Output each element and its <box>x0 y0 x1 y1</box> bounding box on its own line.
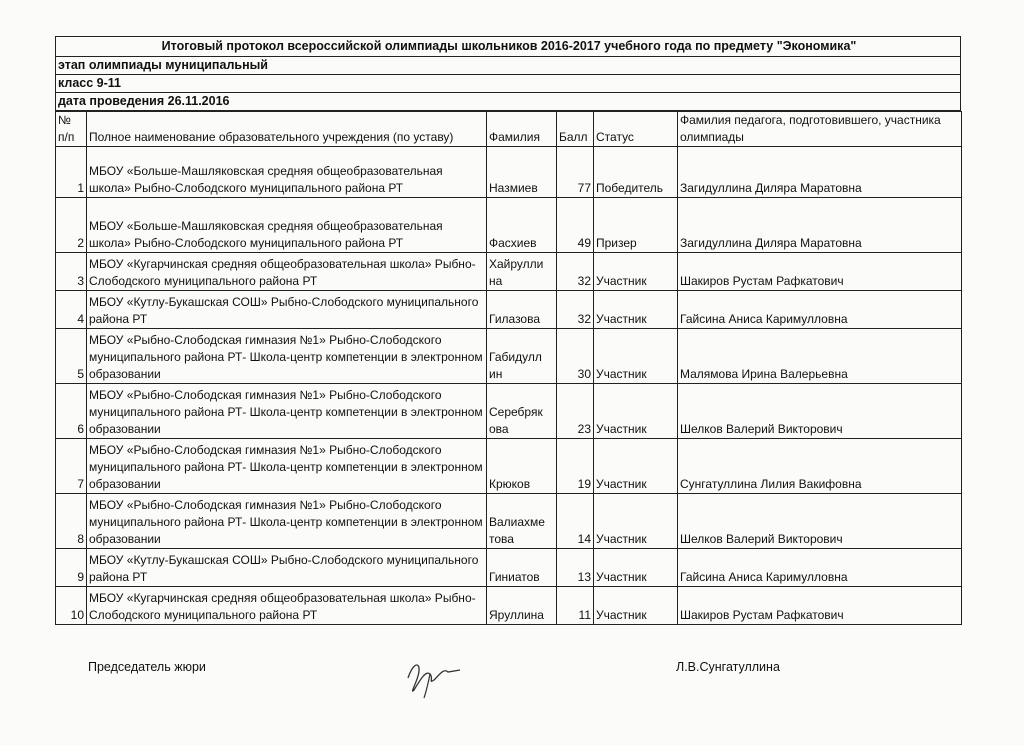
row-surname: Валиахме това <box>487 494 557 549</box>
row-teacher: Малямова Ирина Валерьевна <box>678 329 962 384</box>
table-header-row <box>56 112 962 147</box>
row-number: 1 <box>56 147 87 198</box>
row-organization: МБОУ «Рыбно-Слободская гимназия №1» Рыбно-Слободского муниципального района РТ- Школа-центр компетенции в электронном образовании <box>87 329 487 384</box>
table-row <box>56 384 962 439</box>
table-row <box>56 198 962 253</box>
olympiad-date: дата проведения 26.11.2016 <box>56 93 961 111</box>
row-number: 7 <box>56 439 87 494</box>
results-table <box>55 111 962 625</box>
row-number: 2 <box>56 198 87 253</box>
row-teacher: Гайсина Аниса Каримулловна <box>678 549 962 587</box>
row-organization: МБОУ «Кутлу-Букашская СОШ» Рыбно-Слободского муниципального района РТ <box>87 549 487 587</box>
row-organization: МБОУ «Кугарчинская средняя общеобразовательная школа» Рыбно-Слободского муниципального района РТ <box>87 587 487 625</box>
row-number: 9 <box>56 549 87 587</box>
table-row <box>56 587 962 625</box>
row-teacher: Загидуллина Диляра Маратовна <box>678 198 962 253</box>
col-header-num: № п/п <box>56 112 87 147</box>
col-header-score: Балл <box>557 112 594 147</box>
table-row <box>56 329 962 384</box>
col-header-org: Полное наименование образовательного учреждения (по уставу) <box>87 112 487 147</box>
row-score: 19 <box>557 439 594 494</box>
row-surname: Крюков <box>487 439 557 494</box>
row-surname: Гилазова <box>487 291 557 329</box>
protocol-title: Итоговый протокол всероссийской олимпиады школьников 2016-2017 учебного года по предмету "Экономика" <box>56 37 961 57</box>
row-teacher: Загидуллина Диляра Маратовна <box>678 147 962 198</box>
row-number: 8 <box>56 494 87 549</box>
table-row <box>56 494 962 549</box>
row-score: 77 <box>557 147 594 198</box>
row-status: Участник <box>594 439 678 494</box>
row-organization: МБОУ «Рыбно-Слободская гимназия №1» Рыбно-Слободского муниципального района РТ- Школа-центр компетенции в электронном образовании <box>87 439 487 494</box>
row-surname: Назмиев <box>487 147 557 198</box>
row-status: Участник <box>594 291 678 329</box>
row-surname: Габидулл ин <box>487 329 557 384</box>
jury-chair-name: Л.В.Сунгатуллина <box>676 660 780 674</box>
row-organization: МБОУ «Рыбно-Слободская гимназия №1» Рыбно-Слободского муниципального района РТ- Школа-центр компетенции в электронном образовании <box>87 384 487 439</box>
row-teacher: Шакиров Рустам Рафкатович <box>678 253 962 291</box>
col-header-status: Статус <box>594 112 678 147</box>
table-row <box>56 147 962 198</box>
row-score: 32 <box>557 253 594 291</box>
col-header-teacher: Фамилия педагога, подготовившего, участника олимпиады <box>678 112 962 147</box>
row-status: Призер <box>594 198 678 253</box>
row-surname: Серебряк ова <box>487 384 557 439</box>
row-teacher: Шелков Валерий Викторович <box>678 494 962 549</box>
row-organization: МБОУ «Рыбно-Слободская гимназия №1» Рыбно-Слободского муниципального района РТ- Школа-центр компетенции в электронном образовании <box>87 494 487 549</box>
row-organization: МБОУ «Больше-Машляковская средняя общеобразовательная школа» Рыбно-Слободского муниципального района РТ <box>87 147 487 198</box>
row-number: 10 <box>56 587 87 625</box>
row-teacher: Гайсина Аниса Каримулловна <box>678 291 962 329</box>
row-surname: Яруллина <box>487 587 557 625</box>
row-score: 11 <box>557 587 594 625</box>
row-status: Участник <box>594 253 678 291</box>
table-row <box>56 439 962 494</box>
row-surname: Хайрулли на <box>487 253 557 291</box>
protocol-header <box>55 36 961 111</box>
olympiad-stage: этап олимпиады муниципальный <box>56 57 961 75</box>
table-row <box>56 253 962 291</box>
protocol-sheet <box>55 36 961 625</box>
row-teacher: Шакиров Рустам Рафкатович <box>678 587 962 625</box>
signature <box>400 650 470 700</box>
row-status: Участник <box>594 494 678 549</box>
class-range: класс 9-11 <box>56 75 961 93</box>
row-teacher: Сунгатуллина Лилия Вакифовна <box>678 439 962 494</box>
jury-chair-label: Председатель жюри <box>88 660 206 674</box>
row-status: Участник <box>594 587 678 625</box>
row-organization: МБОУ «Больше-Машляковская средняя общеобразовательная школа» Рыбно-Слободского муниципального района РТ <box>87 198 487 253</box>
row-teacher: Шелков Валерий Викторович <box>678 384 962 439</box>
row-organization: МБОУ «Кугарчинская средняя общеобразовательная школа» Рыбно-Слободского муниципального района РТ <box>87 253 487 291</box>
table-row <box>56 549 962 587</box>
row-score: 30 <box>557 329 594 384</box>
row-number: 6 <box>56 384 87 439</box>
row-number: 4 <box>56 291 87 329</box>
row-number: 5 <box>56 329 87 384</box>
row-score: 49 <box>557 198 594 253</box>
row-number: 3 <box>56 253 87 291</box>
row-score: 14 <box>557 494 594 549</box>
row-status: Участник <box>594 329 678 384</box>
table-row <box>56 291 962 329</box>
row-status: Участник <box>594 384 678 439</box>
row-organization: МБОУ «Кутлу-Букашская СОШ» Рыбно-Слободского муниципального района РТ <box>87 291 487 329</box>
row-status: Победитель <box>594 147 678 198</box>
row-surname: Фасхиев <box>487 198 557 253</box>
row-score: 13 <box>557 549 594 587</box>
row-score: 32 <box>557 291 594 329</box>
row-score: 23 <box>557 384 594 439</box>
row-surname: Гиниатов <box>487 549 557 587</box>
col-header-surname: Фамилия <box>487 112 557 147</box>
row-status: Участник <box>594 549 678 587</box>
